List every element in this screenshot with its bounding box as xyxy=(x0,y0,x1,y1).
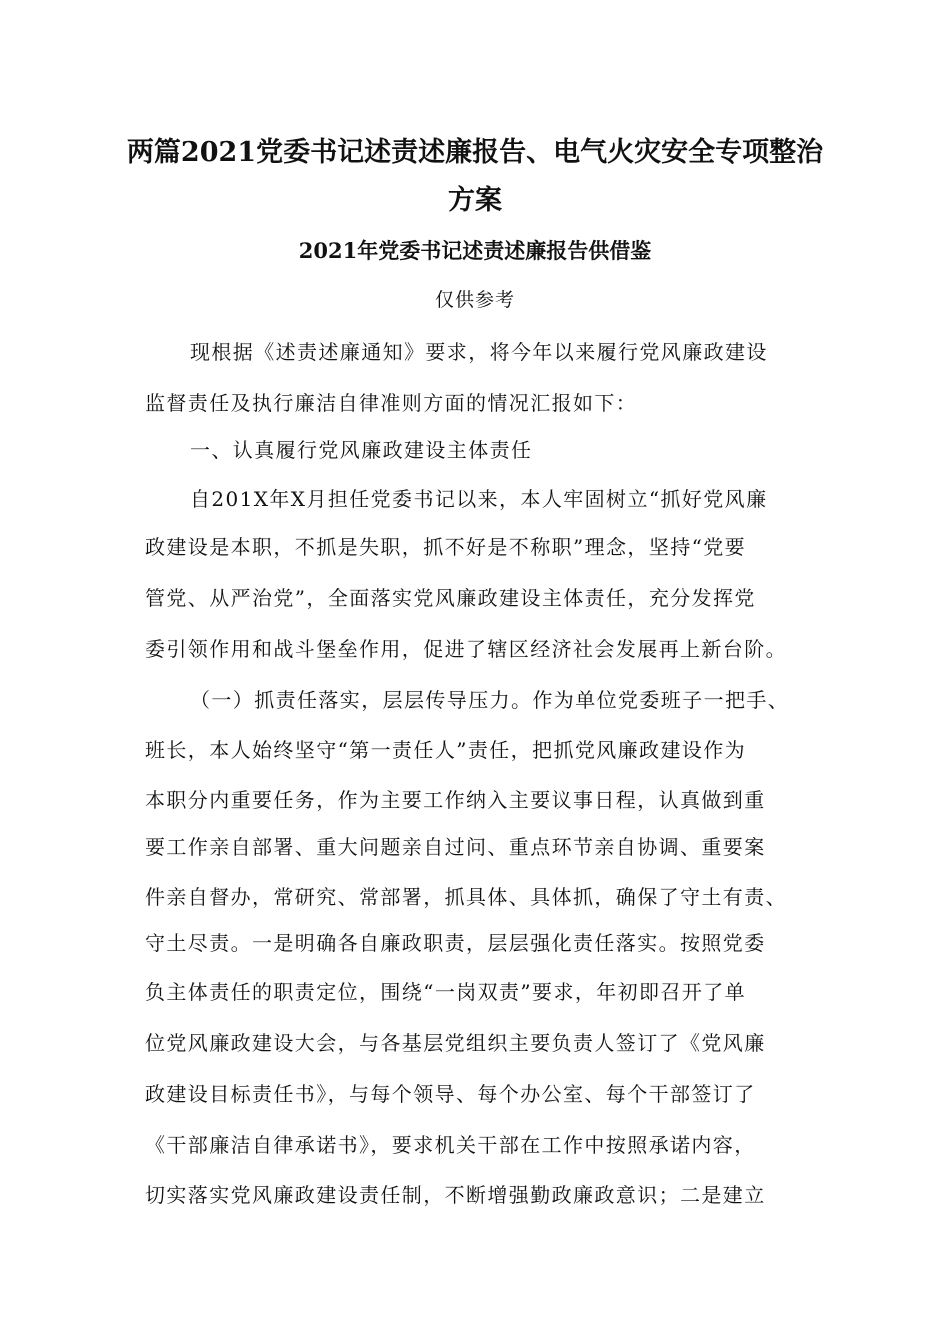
body-line: 负主体责任的职责定位，围绕“一岗双责”要求，年初即召开了单 xyxy=(145,980,747,1004)
body-line: 管党、从严治党”，全面落实党风廉政建设主体责任，充分发挥党 xyxy=(145,586,756,610)
reference-note: 仅供参考 xyxy=(434,289,515,311)
body-line: 件亲自督办，常研究、常部署，抓具体、具体抓，确保了守土有责、 xyxy=(145,885,787,909)
body-line: 要工作亲自部署、重大问题亲自过问、重点环节亲自协调、重要案 xyxy=(145,835,766,859)
body-line: 现根据《述责述廉通知》要求，将今年以来履行党风廉政建设 xyxy=(190,340,768,364)
body-line: 班长，本人始终坚守“第一责任人”责任，把抓党风廉政建设作为 xyxy=(145,738,747,762)
section-heading: 一、认真履行党风廉政建设主体责任 xyxy=(190,438,533,462)
body-line: 政建设目标责任书》，与每个领导、每个办公室、每个干部签订了 xyxy=(145,1082,756,1106)
body-line: 监督责任及执行廉洁自律准则方面的情况汇报如下： xyxy=(145,391,638,415)
body-line: 委引领作用和战斗堡垒作用，促进了辖区经济社会发展再上新台阶。 xyxy=(145,637,787,661)
body-line: 自201X年X月担任党委书记以来，本人牢固树立“抓好党风廉 xyxy=(190,487,768,511)
document-subtitle: 2021年党委书记述责述廉报告供借鉴 xyxy=(298,238,652,263)
body-line: 切实落实党风廉政建设责任制，不断增强勤政廉政意识；二是建立 xyxy=(145,1183,766,1207)
document-title-line-1: 两篇2021党委书记述责述廉报告、电气火灾安全专项整治 xyxy=(126,137,824,168)
body-line: 守土尽责。一是明确各自廉政职责，层层强化责任落实。按照党委 xyxy=(145,931,766,955)
body-line: （一）抓责任落实，层层传导压力。作为单位党委班子一把手、 xyxy=(190,688,790,712)
body-line: 政建设是本职，不抓是失职，抓不好是不称职”理念，坚持“党要 xyxy=(145,535,747,559)
body-line: 位党风廉政建设大会，与各基层党组织主要负责人签订了《党风廉 xyxy=(145,1031,766,1055)
body-line: 本职分内重要任务，作为主要工作纳入主要议事日程，认真做到重 xyxy=(145,788,766,812)
body-line: 《干部廉洁自律承诺书》，要求机关干部在工作中按照承诺内容， xyxy=(145,1133,756,1157)
document-title-line-2: 方案 xyxy=(448,185,502,216)
